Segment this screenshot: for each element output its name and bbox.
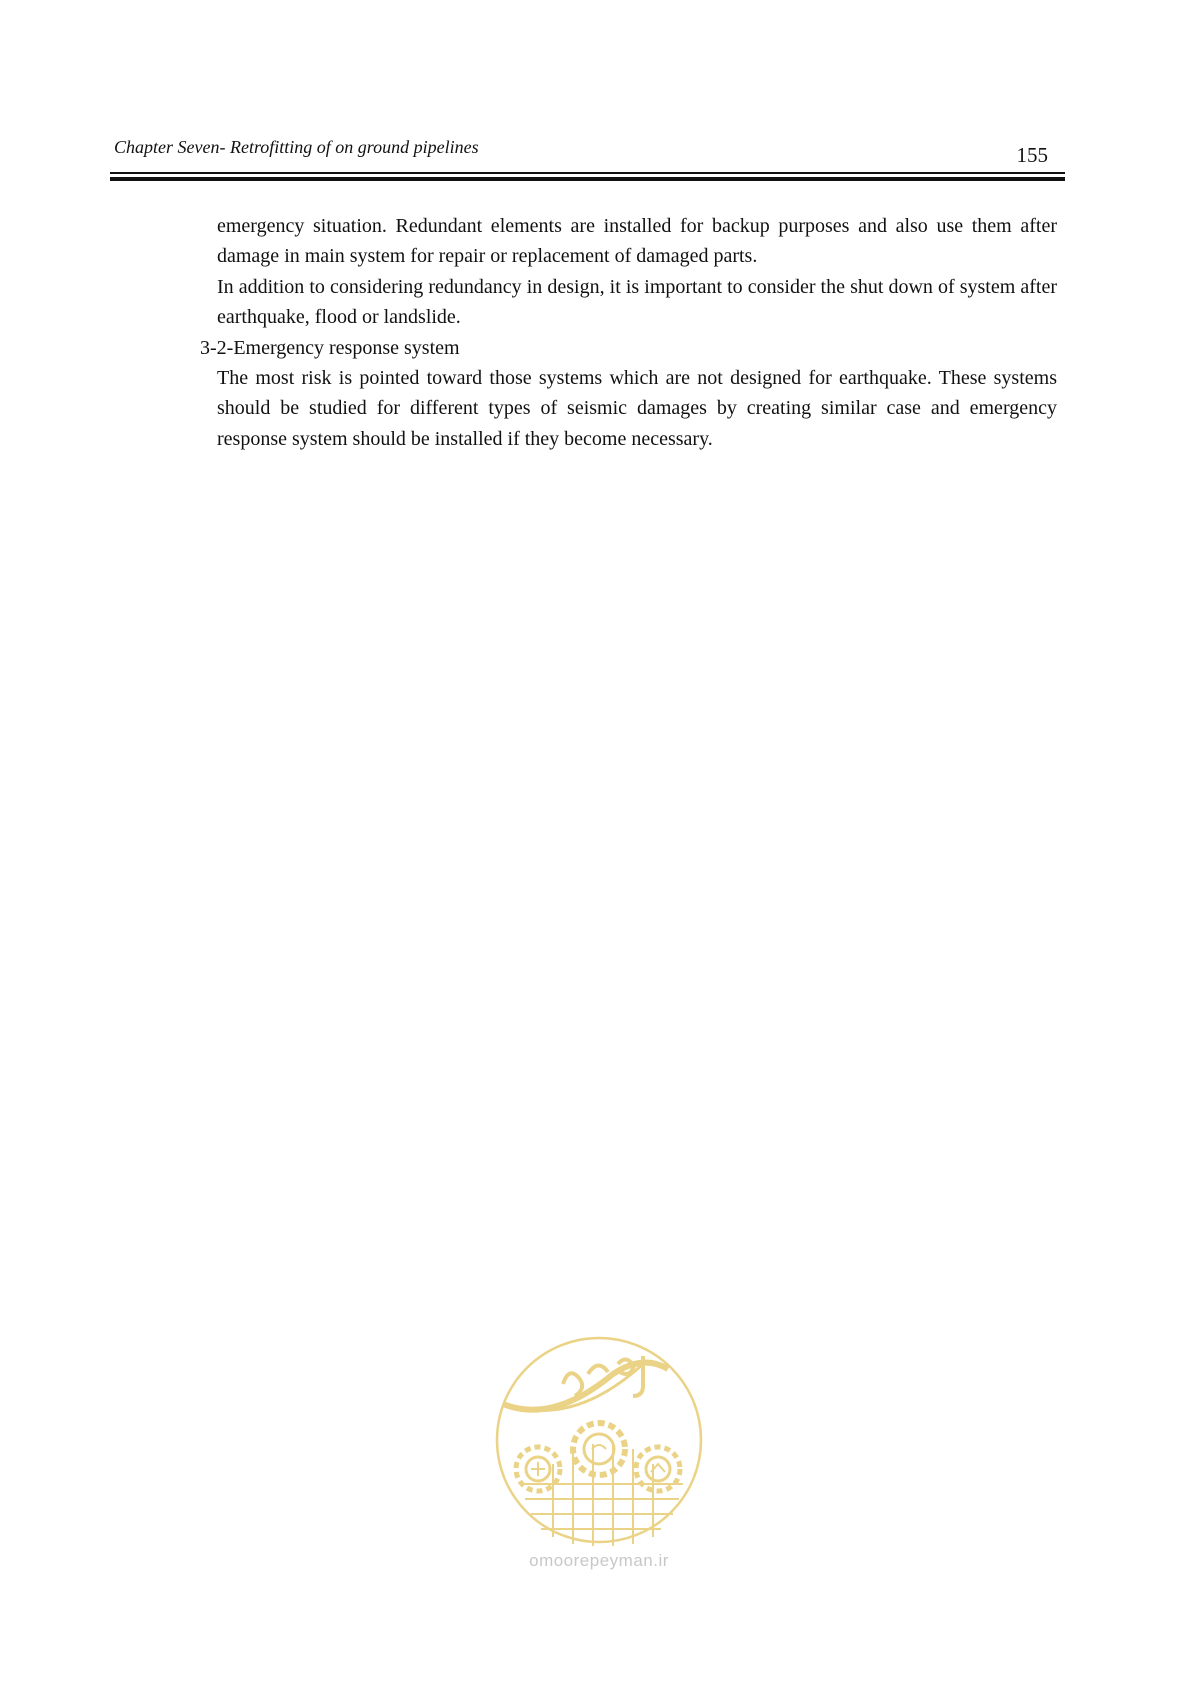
section-paragraph: The most risk is pointed toward those systems which are not designed for earthquake. These systems should be studied for different types of seismic damages by creating similar case and emergency response system should be installed if they become necessary. (217, 367, 1057, 450)
page-number: 155 (1016, 143, 1048, 167)
page-body (0, 211, 1191, 454)
paragraph: emergency situation. Redundant elements are installed for backup purposes and also use them after damage in main system for repair or replacement of damaged parts. (217, 215, 1057, 268)
watermark (493, 1334, 705, 1584)
section-heading: 3-2-Emergency response system (200, 336, 460, 359)
header-rule-thick (110, 177, 1065, 181)
watermark-logo (493, 1334, 705, 1554)
header-rule-thin (110, 172, 1065, 174)
chapter-title: Chapter Seven- Retrofitting of on ground pipelines (114, 137, 479, 157)
page-header (110, 132, 1065, 182)
paragraph: In addition to considering redundancy in design, it is important to consider the shut down of system after earthquake, flood or landslide. (217, 275, 1057, 329)
watermark-url: omoorepeyman.ir (529, 1551, 669, 1570)
